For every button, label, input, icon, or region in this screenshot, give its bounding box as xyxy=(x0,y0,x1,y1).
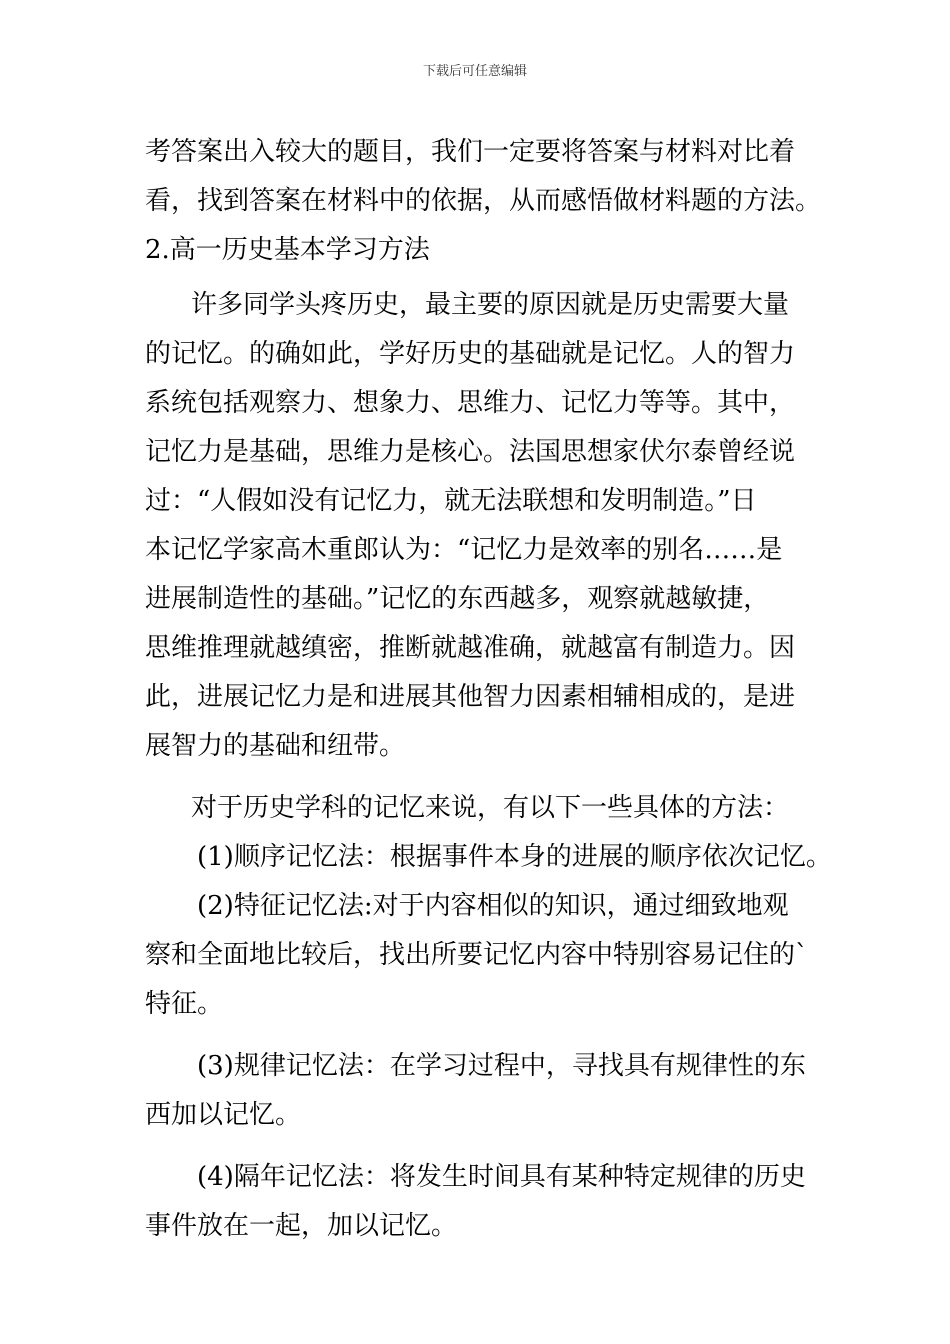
section-heading: 2.高一历史基本学习方法 xyxy=(145,235,430,265)
paragraph-line: 记忆力是基础，思维力是核心。法国思想家伏尔泰曾经说 xyxy=(145,437,796,467)
method-item-2: (2)特征记忆法:对于内容相似的知识，通过细致地观 xyxy=(197,891,789,921)
paragraph-line: 进展制造性的基础。”记忆的东西越多，观察就越敏捷， xyxy=(145,584,770,614)
method-item-3: (3)规律记忆法：在学习过程中，寻找具有规律性的东 xyxy=(197,1051,806,1081)
paragraph-line: 思维推理就越缜密，推断就越准确，就越富有制造力。因 xyxy=(145,633,796,663)
paragraph-line: 展智力的基础和纽带。 xyxy=(145,731,406,761)
document-body xyxy=(145,128,832,1251)
paragraph-line: 的记忆。的确如此，学好历史的基础就是记忆。人的智力 xyxy=(145,339,796,369)
paragraph-line: 考答案出入较大的题目，我们一定要将答案与材料对比着 xyxy=(145,137,796,167)
paragraph-line: 看，找到答案在材料中的依据，从而感悟做材料题的方法。 xyxy=(145,186,822,216)
paragraph-line: 此，进展记忆力是和进展其他智力因素相辅相成的，是进 xyxy=(145,682,796,712)
paragraph-line: 许多同学头疼历史，最主要的原因就是历史需要大量 xyxy=(191,290,790,320)
method-item-1: (1)顺序记忆法：根据事件本身的进展的顺序依次记忆。 xyxy=(197,842,832,872)
page-header: 下载后可任意编辑 xyxy=(422,64,527,79)
paragraph-line: 特征。 xyxy=(145,989,224,1019)
paragraph-line: 本记忆学家高木重郎认为：“记忆力是效率的别名……是 xyxy=(145,535,783,565)
paragraph-line: 过：“人假如没有记忆力，就无法联想和发明制造。”日 xyxy=(145,486,757,516)
paragraph-line: 西加以记忆。 xyxy=(145,1100,302,1130)
paragraph-line: 系统包括观察力、想象力、思维力、记忆力等等。其中， xyxy=(145,388,796,418)
paragraph-line: 察和全面地比较后，找出所要记忆内容中特别容易记住的` xyxy=(145,940,809,970)
paragraph-line: 事件放在一起，加以记忆。 xyxy=(145,1211,458,1241)
method-item-4: (4)隔年记忆法：将发生时间具有某种特定规律的历史 xyxy=(197,1162,806,1192)
paragraph-line: 对于历史学科的记忆来说，有以下一些具体的方法： xyxy=(191,793,790,823)
